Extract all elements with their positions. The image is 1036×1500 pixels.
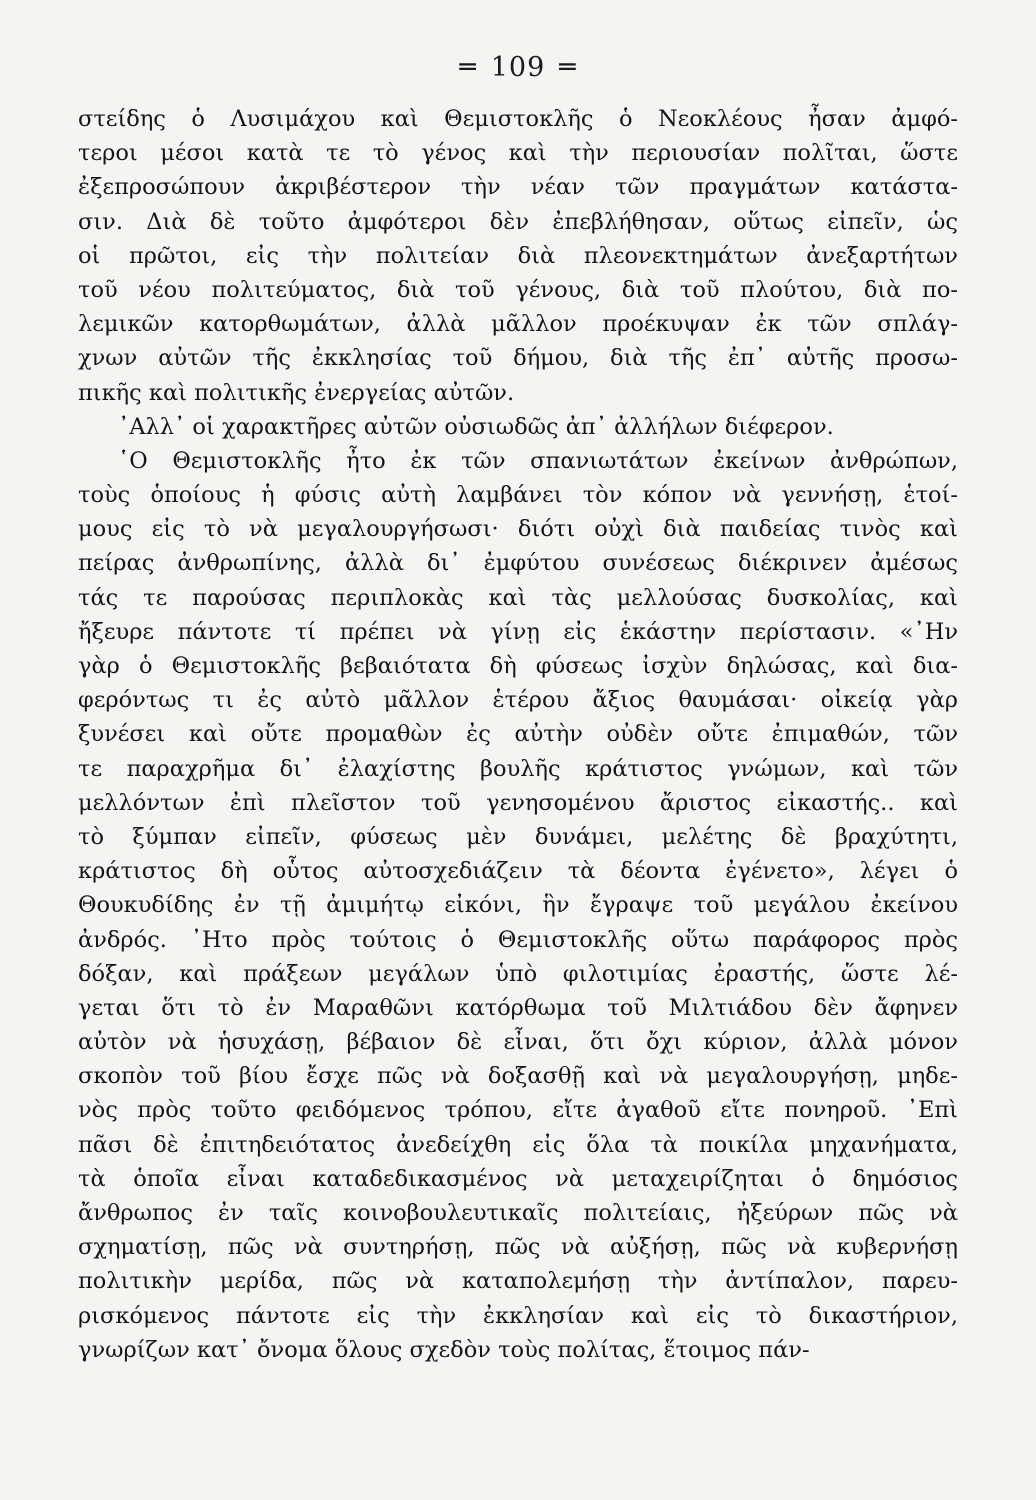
- text-line: γνωρίζων κατ᾽ ὄνομα ὅλους σχεδὸν τοὺς πολίτας, ἕτοιμος πάν-: [78, 1336, 810, 1363]
- text-line: ᾽Αλλ᾽ οἱ χαρακτῆρες αὐτῶν οὐσιωδῶς ἀπ᾽ ἀλλήλων διέφερον.: [118, 413, 834, 440]
- text-line: λεμικῶν κατορθωμάτων, ἀλλὰ μᾶλλον προέκυψαν ἐκ τῶν σπλάγ-: [78, 311, 958, 338]
- text-line: Θουκυδίδης ἐν τῇ ἀμιμήτῳ εἰκόνι, ἣν ἔγραψε τοῦ μεγάλου ἐκείνου: [78, 892, 958, 919]
- text-line: ἐξεπροσώπουν ἀκριβέστερον τὴν νέαν τῶν πραγμάτων κατάστα-: [78, 174, 958, 201]
- body-text: [78, 102, 958, 1367]
- text-line: πείρας ἀνθρωπίνης, ἀλλὰ δι᾽ ἐμφύτου συνέσεως διέκρινεν ἀμέσως: [78, 550, 958, 577]
- text-line: σιν. Διὰ δὲ τοῦτο ἀμφότεροι δὲν ἐπεβλήθησαν, οὕτως εἰπεῖν, ὡς: [78, 208, 958, 235]
- text-line: μους εἰς τὸ νὰ μεγαλουργήσωσι· διότι οὐχὶ διὰ παιδείας τινὸς καὶ: [78, 516, 958, 543]
- text-line: σκοπὸν τοῦ βίου ἔσχε πῶς νὰ δοξασθῇ καὶ νὰ μεγαλουργήσῃ, μηδε-: [78, 1063, 958, 1090]
- text-line: τεροι μέσοι κατὰ τε τὸ γένος καὶ τὴν περιουσίαν πολῖται, ὥστε: [78, 140, 958, 167]
- text-line: αὐτὸν νὰ ἡσυχάσῃ, βέβαιον δὲ εἶναι, ὅτι ὄχι κύριον, ἀλλὰ μόνον: [78, 1029, 958, 1056]
- text-line: γεται ὅτι τὸ ἐν Μαραθῶνι κατόρθωμα τοῦ Μιλτιάδου δὲν ἄφηνεν: [78, 994, 958, 1021]
- text-line: πικῆς καὶ πολιτικῆς ἐνεργείας αὐτῶν.: [78, 379, 515, 406]
- text-line: τὰ ὁποῖα εἶναι καταδεδικασμένος νὰ μεταχειρίζηται ὁ δημόσιος: [78, 1165, 958, 1192]
- text-line: ἄνθρωπος ἐν ταῖς κοινοβουλευτικαῖς πολιτείαις, ἠξεύρων πῶς νὰ: [78, 1200, 958, 1226]
- text-line: ἤξευρε πάντοτε τί πρέπει νὰ γίνῃ εἰς ἑκάστην περίστασιν. «᾽Ην: [78, 618, 958, 645]
- text-line: τάς τε παρούσας περιπλοκὰς καὶ τὰς μελλούσας δυσκολίας, καὶ: [78, 584, 958, 611]
- text-line: ῾Ο Θεμιστοκλῆς ἦτο ἐκ τῶν σπανιωτάτων ἐκείνων ἀνθρώπων,: [118, 447, 958, 474]
- text-line: ἀνδρός. ᾽Ητο πρὸς τούτοις ὁ Θεμιστοκλῆς οὕτω παράφορος πρὸς: [78, 926, 958, 953]
- text-line: δόξαν, καὶ πράξεων μεγάλων ὑπὸ φιλοτιμίας ἐραστής, ὥστε λέ-: [78, 960, 958, 987]
- header-rule-right: ═: [559, 52, 577, 83]
- text-line: ξυνέσει καὶ οὔτε προμαθὼν ἐς αὐτὴν οὐδὲν οὔτε ἐπιμαθών, τῶν: [78, 721, 958, 748]
- text-line: πολιτικὴν μερίδα, πῶς νὰ καταπολεμήσῃ τὴν ἀντίπαλον, παρευ-: [78, 1268, 958, 1295]
- text-line: τε παραχρῆμα δι᾽ ἐλαχίστης βουλῆς κράτιστος γνώμων, καὶ τῶν: [78, 755, 958, 782]
- text-line: γὰρ ὁ Θεμιστοκλῆς βεβαιότατα δὴ φύσεως ἰσχὺν δηλώσας, καὶ δια-: [78, 653, 958, 679]
- text-line: οἱ πρῶτοι, εἰς τὴν πολιτείαν διὰ πλεονεκτημάτων ἀνεξαρτήτων: [78, 242, 958, 269]
- header-rule-left: ═: [459, 52, 477, 83]
- text-line: φερόντως τι ἐς αὐτὸ μᾶλλον ἑτέρου ἄξιος θαυμάσαι· οἰκείᾳ γὰρ: [78, 687, 958, 714]
- text-line: στείδης ὁ Λυσιμάχου καὶ Θεμιστοκλῆς ὁ Νεοκλέους ἦσαν ἀμφό-: [78, 106, 958, 132]
- text-line: ρισκόμενος πάντοτε εἰς τὴν ἐκκλησίαν καὶ εἰς τὸ δικαστήριον,: [78, 1302, 958, 1329]
- text-line: νὸς πρὸς τοῦτο φειδόμενος τρόπου, εἴτε ἀγαθοῦ εἴτε πονηροῦ. ᾽Επὶ: [78, 1097, 958, 1124]
- text-line: μελλόντων ἐπὶ πλεῖστον τοῦ γενησομένου ἄριστος εἰκαστής.. καὶ: [78, 789, 958, 816]
- text-line: πᾶσι δὲ ἐπιτηδειότατος ἀνεδείχθη εἰς ὅλα τὰ ποικίλα μηχανήματα,: [78, 1131, 958, 1158]
- page-header: [0, 52, 1036, 83]
- text-line: κράτιστος δὴ οὗτος αὐτοσχεδιάζειν τὰ δέοντα ἐγένετο», λέγει ὁ: [78, 858, 958, 885]
- text-line: τοῦ νέου πολιτεύματος, διὰ τοῦ γένους, διὰ τοῦ πλούτου, διὰ πο-: [78, 276, 958, 303]
- text-line: τὸ ξύμπαν εἰπεῖν, φύσεως μὲν δυνάμει, μελέτης δὲ βραχύτητι,: [78, 823, 958, 850]
- text-line: χνων αὐτῶν τῆς ἐκκλησίας τοῦ δήμου, διὰ τῆς ἐπ᾽ αὐτῆς προσω-: [78, 345, 958, 372]
- text-line: σχηματίσῃ, πῶς νὰ συντηρήσῃ, πῶς νὰ αὐξήσῃ, πῶς νὰ κυβερνήσῃ: [78, 1234, 958, 1261]
- text-line: τοὺς ὁποίους ἡ φύσις αὐτὴ λαμβάνει τὸν κόπον νὰ γεννήσῃ, ἑτοί-: [78, 482, 958, 509]
- page-number: 109: [490, 52, 546, 83]
